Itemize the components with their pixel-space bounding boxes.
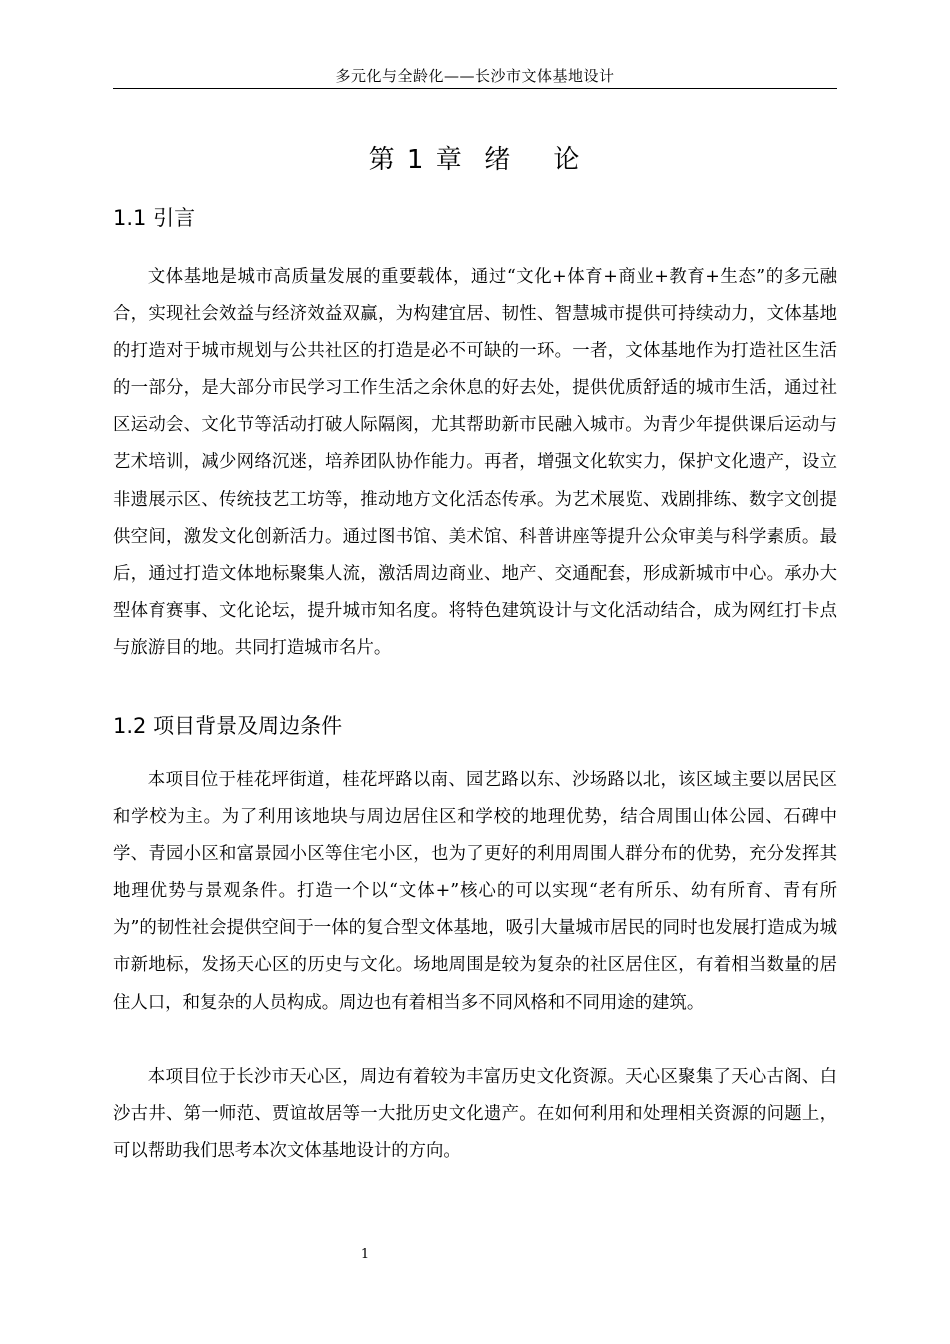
chapter-title: 第 1 章 绪 论 [368,145,582,175]
paragraph-introduction: 文体基地是城市高质量发展的重要载体，通过“文化+体育+商业+教育+生态”的多元融合，实现社会效益与经济效益双赢，为构建宜居、韧性、智慧城市提供可持续动力，文体基地的打造对于城市规划与公共社区的打造是必不可缺的一环。一者，文体基地作为打造社区生活的一部分，是大部分市民学习工作生活之余休息的好去处，提供优质舒适的城市生活，通过社区运动会、文化节等活动打破人际隔阂，尤其帮助新市民融入城市。为青少年提供课后运动与艺术培训，减少网络沉迷，培养团队协作能力。再者，增强文化软实力，保护文化遗产，设立非遗展示区、传统技艺工坊等，推动地方文化活态传承。为艺术展览、戏剧排练、数字文创提供空间，激发文化创新活力。通过图书馆、美术馆、科普讲座等提升公众审美与科学素质。最后，通过打造文体地标聚集人流，激活周边商业、地产、交通配套，形成新城市中心。承办大型体育赛事、文化论坛，提升城市知名度。将特色建筑设计与文化活动结合，成为网红打卡点与旅游目的地。共同打造城市名片。 [113,267,837,658]
page-number: 1 [360,1247,370,1262]
section-heading-introduction: 1.1 引言 [113,206,196,230]
page-header: 多元化与全龄化——长沙市文体基地设计 [113,66,837,89]
paragraph-background-location: 本项目位于桂花坪街道，桂花坪路以南、园艺路以东、沙场路以北，该区域主要以居民区和学校为主。为了利用该地块与周边居住区和学校的地理优势，结合周围山体公园、石碑中学、青园小区和富景园小区等住宅小区，也为了更好的利用周围人群分布的优势，充分发挥其地理优势与景观条件。打造一个以“文体+”核心的可以实现“老有所乐、幼有所育、青有所为”的韧性社会提供空间于一体的复合型文体基地，吸引大量城市居民的同时也发展打造成为城市新地标，发扬天心区的历史与文化。场地周围是较为复杂的社区居住区，有着相当数量的居住人口，和复杂的人员构成。周边也有着相当多不同风格和不同用途的建筑。 [113,770,837,1013]
paragraph-background-history: 本项目位于长沙市天心区，周边有着较为丰富历史文化资源。天心区聚集了天心古阁、白沙古井、第一师范、贾谊故居等一大批历史文化遗产。在如何利用和处理相关资源的问题上，可以帮助我们思考本次文体基地设计的方向。 [113,1067,837,1162]
section-heading-background: 1.2 项目背景及周边条件 [113,714,343,738]
